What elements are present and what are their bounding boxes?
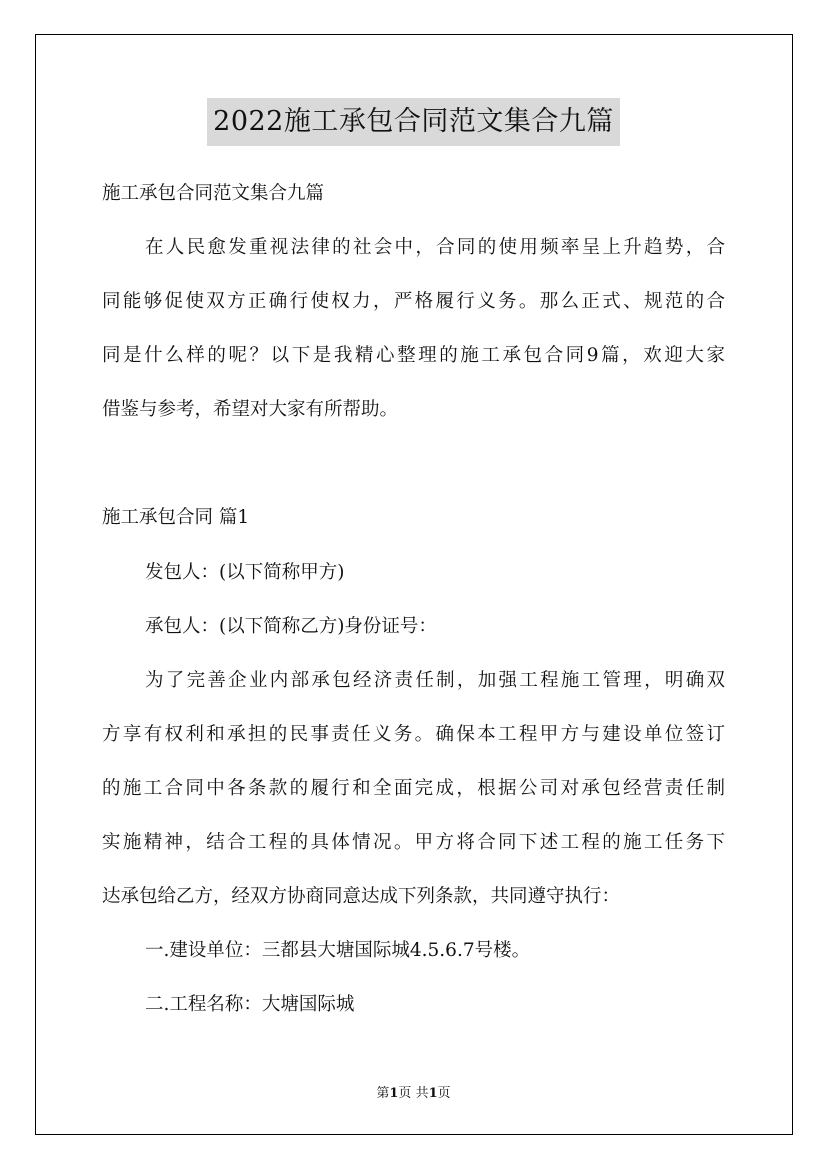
body-line: 达承包给乙方，经双方协商同意达成下列条款，共同遵守执行： xyxy=(102,886,621,907)
document-title: 2022施工承包合同范文集合九篇 xyxy=(207,98,620,146)
body-line: 为了完善企业内部承包经济责任制，加强工程施工管理，明确双 xyxy=(145,670,725,691)
clause-item: 一.建设单位：三都县大塘国际城4.5.6.7号楼。 xyxy=(145,940,531,961)
body-line: 的施工合同中各条款的履行和全面完成，根据公司对承包经营责任制 xyxy=(102,778,725,799)
document-subtitle: 施工承包合同范文集合九篇 xyxy=(102,183,325,204)
intro-line: 借鉴与参考，希望对大家有所帮助。 xyxy=(102,399,399,420)
footer-text: 页 共 xyxy=(398,1086,429,1101)
page-total: 1 xyxy=(428,1086,438,1101)
section-heading: 施工承包合同 篇1 xyxy=(102,507,250,528)
footer-text: 第 xyxy=(376,1086,390,1101)
body-line: 实施精神，结合工程的具体情况。甲方将合同下述工程的施工任务下 xyxy=(102,832,725,853)
party-a-line: 发包人：(以下简称甲方) xyxy=(145,562,345,583)
title-block xyxy=(0,98,827,146)
footer-text: 页 xyxy=(437,1086,451,1101)
intro-line: 同能够促使双方正确行使权力，严格履行义务。那么正式、规范的合 xyxy=(102,291,725,312)
clause-item: 二.工程名称：大塘国际城 xyxy=(145,994,355,1015)
party-b-line: 承包人：(以下简称乙方)身份证号： xyxy=(145,616,437,637)
page-footer xyxy=(0,1082,827,1101)
intro-line: 同是什么样的呢？以下是我精心整理的施工承包合同9篇，欢迎大家 xyxy=(102,345,725,366)
body-line: 方享有权利和承担的民事责任义务。确保本工程甲方与建设单位签订 xyxy=(102,724,725,745)
page-number: 1 xyxy=(389,1086,399,1101)
intro-line: 在人民愈发重视法律的社会中，合同的使用频率呈上升趋势，合 xyxy=(145,237,725,258)
